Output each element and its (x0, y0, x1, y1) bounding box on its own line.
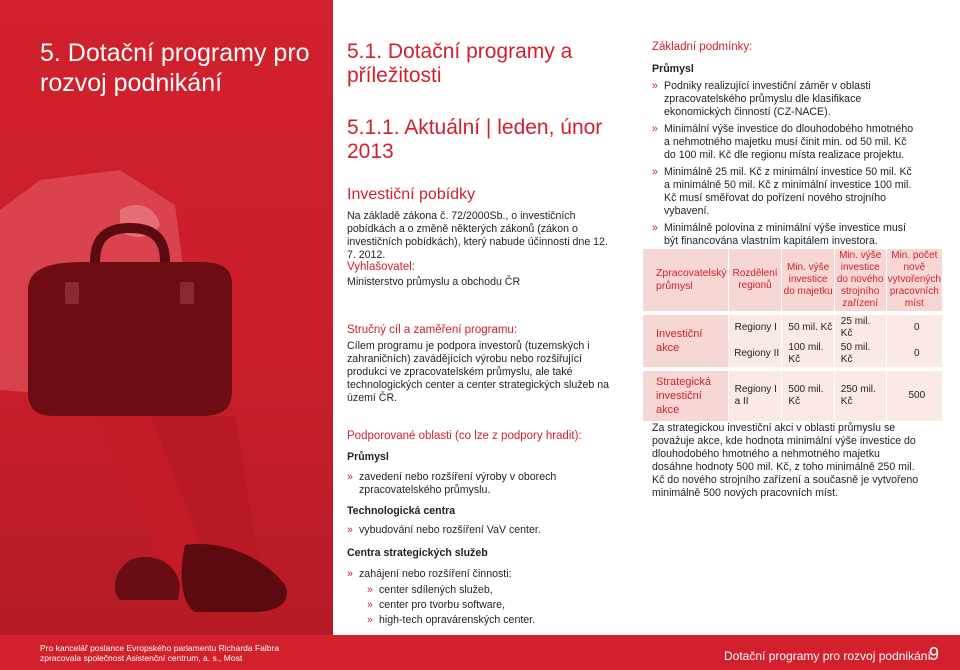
table-row (643, 371, 942, 421)
table-cell: 250 mil. Kč (834, 371, 886, 421)
list-item: » Minimální výše investice do dlouhodobého hmotného a nehmotného majetku musí činit min. od 50 mil. Kč do 100 mil. Kč dle regionu místa realizace projektu. (652, 123, 914, 161)
table-row (643, 315, 942, 341)
bullet-icon: » (652, 166, 658, 178)
list-item: » Podniky realizující investiční záměr v oblasti zpracovatelského průmyslu dle klasifikace ekonomických činností (CZ-NACE). (652, 80, 871, 118)
supported-heading: Podporované oblasti (co lze z podpory hradit): (347, 430, 582, 442)
group-title: Technologická centra (347, 505, 456, 517)
list-item: » Minimálně 25 mil. Kč z minimální investice 50 mil. Kč a minimálně 50 mil. Kč z minimální investice 100 mil. Kč musí směřovat do pořízení nového strojního vybavení. (652, 166, 912, 217)
section-title: 5.1. Dotační programy a příležitosti (347, 40, 573, 87)
supported-sublist (367, 584, 607, 629)
table-header-cell: Min. počet nově vytvořených pracovních míst (887, 250, 941, 309)
table-cell: 0 (886, 315, 942, 341)
table-cell: 50 mil. Kč (834, 341, 886, 367)
table-cell: 500 (886, 371, 942, 421)
conditions-table (643, 249, 942, 421)
table-header-row (643, 249, 942, 311)
intro-text: Na základě zákona č. 72/2000Sb., o investičních pobídkách a o změně některých zákonů (zákon o investičních pobídkách), který nabude účinnosti dne 12. 7. 2012. (347, 210, 608, 261)
list-item: » zavedení nebo rozšíření výroby v oborech zpracovatelského průmyslu. (347, 471, 557, 496)
table-header-cell: Min. výše investice do nového strojního zařízení (834, 249, 886, 311)
supported-list (347, 471, 587, 501)
footer-line: zpracovala společnost Asistenční centrum, a. s., Most (40, 653, 243, 663)
bullet-icon: » (347, 568, 353, 580)
announcer-heading: Vyhlašovatel: (347, 261, 415, 273)
announcer-text: Ministerstvo průmyslu a obchodu ČR (347, 276, 521, 288)
chapter-title: 5. Dotační programy pro rozvoj podnikání (40, 39, 310, 97)
footer-line: Pro kancelář poslance Evropského parlamentu Richarda Falbra (40, 643, 280, 653)
list-item: » center pro tvorbu software, (367, 599, 506, 611)
table-cell: 50 mil. Kč (782, 315, 834, 341)
strategic-note: Za strategickou investiční akci v oblasti průmyslu se považuje akce, kde hodnota minimální výše investice do dlouhodobého hmotného a nehmotného majetku dosáhne hodnoty 500 mil. Kč, z toho minimálně 250 mil. Kč do nového strojního zařízení a současně je vytvořeno minimálně 500 nových pracovních míst. (652, 422, 919, 499)
briefcase-lock-icon (65, 282, 79, 304)
footer-credit (40, 643, 279, 663)
group-title: Průmysl (347, 451, 389, 463)
table-cell: 100 mil. Kč (782, 341, 834, 367)
table-header-cell: Zpracovatelský průmysl (643, 249, 728, 311)
bullet-icon: » (652, 123, 658, 135)
list-item: » Minimálně polovina z minimální výše investice musí být financována vlastním kapitálem investora. (652, 222, 906, 247)
table-cell: Regiony I (728, 315, 782, 341)
bullet-icon: » (367, 584, 373, 596)
conditions-list (652, 80, 917, 252)
row-label: Strategická investiční akce (643, 371, 728, 421)
bullet-icon: » (652, 222, 658, 234)
table-cell: Regiony II (728, 341, 782, 367)
group-title: Centra strategických služeb (347, 547, 488, 559)
table-cell: 25 mil. Kč (834, 315, 886, 341)
bullet-icon: » (347, 524, 353, 536)
table-header-cell: Min. výše investice do majetku (782, 249, 834, 311)
list-item: » center sdílených služeb, (367, 584, 493, 596)
conditions-subheading: Průmysl (652, 63, 694, 75)
bullet-icon: » (347, 471, 353, 483)
table-cell: 500 mil. Kč (782, 371, 834, 421)
bullet-icon: » (367, 599, 373, 611)
bullet-icon: » (367, 614, 373, 626)
topic-title: Investiční pobídky (347, 186, 476, 203)
list-item: » zahájení nebo rozšíření činnosti: (347, 568, 512, 580)
supported-list (347, 568, 607, 584)
subsection-title: 5.1.1. Aktuální | leden, únor 2013 (347, 116, 603, 163)
conditions-heading: Základní podmínky: (652, 41, 753, 53)
row-label: Investiční akce (643, 315, 728, 367)
table-header-cell: Rozdělení regionů (728, 249, 782, 311)
goal-text: Cílem programu je podpora investorů (tuzemských i zahraničních) zavádějících výrobu nebo rozšiřující produkci ve zpracovatelském průmyslu, ale také technologických center a center strategických služeb na území ČR. (347, 340, 610, 404)
supported-list (347, 524, 587, 541)
list-item: » high-tech opravárenských center. (367, 614, 536, 626)
goal-heading: Stručný cíl a zaměření programu: (347, 324, 518, 336)
list-item: » vybudování nebo rozšíření VaV center. (347, 524, 541, 536)
table-cell: Regiony I a II (728, 371, 782, 421)
footer-title: Dotační programy pro rozvoj podnikání (724, 649, 931, 663)
bullet-icon: » (652, 80, 658, 92)
page-number: 9 (929, 644, 940, 664)
table-cell: 0 (886, 341, 942, 367)
